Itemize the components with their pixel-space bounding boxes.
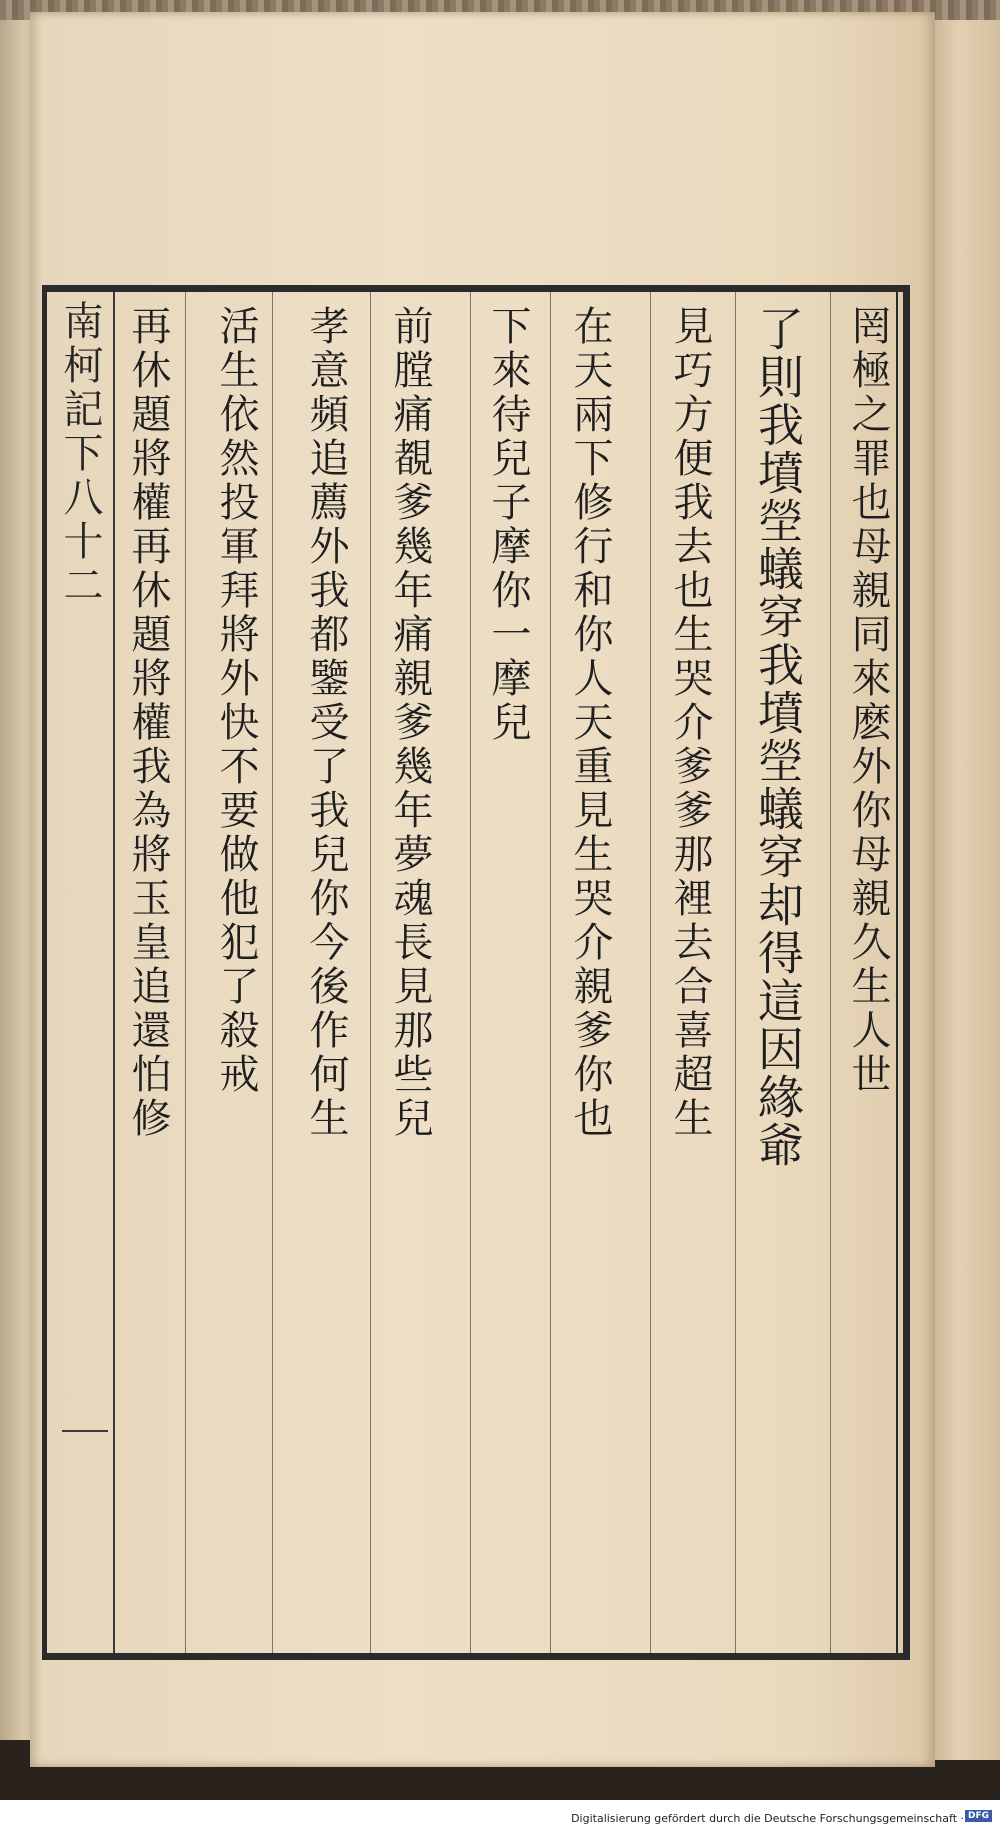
text-column-9: 再休題將權再休題將權我為將玉皇追還怕修 <box>125 305 171 1141</box>
column-rule <box>272 292 273 1653</box>
fold-marker <box>62 1430 108 1432</box>
column-rule <box>185 292 186 1653</box>
text-column-5: 下來待兒子摩你一摩兒 <box>485 305 531 745</box>
digitization-credit: Digitalisierung gefördert durch die Deutsche Forschungsgemeinschaft · <box>571 1812 964 1825</box>
column-rule <box>830 292 831 1653</box>
text-column-7: 孝意頻追薦外我都鑒受了我兒你今後作何生 <box>303 305 349 1141</box>
text-column-6: 前膛痛覩爹幾年痛親爹幾年夢魂長見那些兒 <box>387 305 433 1141</box>
dfg-logo: DFG <box>965 1810 992 1822</box>
book-page-edges <box>930 20 1000 1760</box>
column-rule <box>650 292 651 1653</box>
text-column-1: 罔極之罪也母親同來麽外你母親久生人世 <box>845 305 891 1097</box>
column-rule <box>470 292 471 1653</box>
text-column-2: 了則我墳塋蟻穿我墳塋蟻穿却得這因緣爺 <box>751 305 805 1169</box>
column-rule <box>550 292 551 1653</box>
column-rule <box>735 292 736 1653</box>
text-column-4: 在天兩下修行和你人天重見生哭介親爹你也 <box>567 305 613 1141</box>
fold-title: 南柯記下八十二 <box>57 300 103 608</box>
text-column-3: 見巧方便我去也生哭介爹爹那裡去合喜超生 <box>667 305 713 1141</box>
text-column-8: 活生依然投軍拜將外快不要做他犯了殺戒 <box>213 305 259 1097</box>
column-rule <box>370 292 371 1653</box>
